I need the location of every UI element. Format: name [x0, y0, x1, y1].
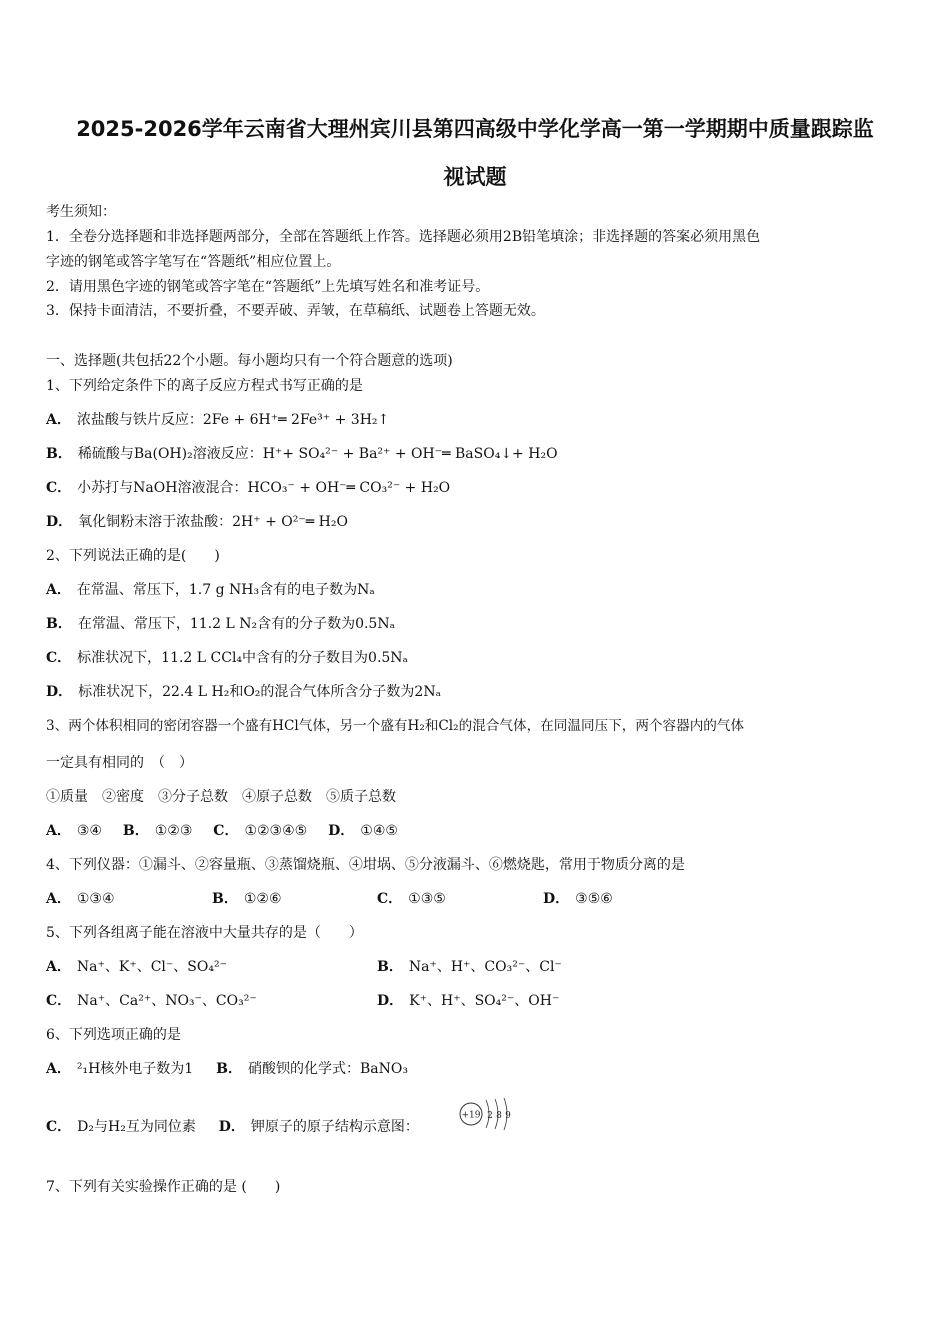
q3-option-b-text: ①②③ — [154, 823, 193, 839]
option-label: B． — [46, 616, 72, 632]
option-label: C． — [213, 823, 239, 839]
option-label: B． — [216, 1061, 242, 1077]
q4-option-d — [543, 890, 613, 908]
q5-option-b-text: Na⁺、H⁺、CO₃²⁻、Cl⁻ — [408, 959, 562, 975]
q4-option-b — [212, 890, 282, 908]
option-label: D． — [46, 514, 73, 530]
q6-option-c-text: D₂与H₂互为同位素 — [77, 1119, 196, 1135]
q4-option-c-text: ①③⑤ — [408, 891, 446, 907]
notice-item-2: 2．请用黑色字迹的钢笔或答字笔在“答题纸”上先填写姓名和准考证号。 — [46, 279, 490, 295]
option-label: C． — [46, 480, 72, 496]
q3-options — [46, 822, 398, 840]
notice-item-1b: 字迹的钢笔或答字笔写在“答题纸”相应位置上。 — [46, 254, 341, 270]
option-label: B． — [377, 959, 403, 975]
q5-option-a — [46, 958, 227, 976]
exam-title-line2: 视试题 — [443, 165, 507, 189]
q6-stem: 6、下列选项正确的是 — [46, 1027, 181, 1043]
q5-stem: 5、下列各组离子能在溶液中大量共存的是（ ） — [46, 925, 363, 941]
q1-option-c — [46, 479, 450, 497]
q2-option-a — [46, 581, 375, 599]
q3-option-a-text: ③④ — [76, 823, 102, 839]
q4-option-b-text: ①②⑥ — [243, 891, 282, 907]
q2-stem: 2、下列说法正确的是( ) — [46, 548, 220, 564]
q2-option-c-text: 标准状况下，11.2 L CCl₄中含有的分子数目为0.5Nₐ — [77, 650, 408, 666]
q1-option-b-text: 稀硫酸与Ba(OH)₂溶液反应：H⁺+ SO₄²⁻ + Ba²⁺ + OH⁻═ BaSO₄↓+ H₂O — [77, 446, 558, 462]
q2-option-b-text: 在常温、常压下，11.2 L N₂含有的分子数为0.5Nₐ — [77, 616, 395, 632]
option-label: A． — [46, 959, 71, 975]
q4-option-a-text: ①③④ — [76, 891, 115, 907]
q3-stem-a: 3、两个体积相同的密闭容器一个盛有HCl气体，另一个盛有H₂和Cl₂的混合气体，在同温同压下，两个容器内的气体 — [46, 718, 745, 734]
option-label: A． — [46, 823, 71, 839]
q2-option-d-text: 标准状况下，22.4 L H₂和O₂的混合气体所含分子数为2Nₐ — [78, 684, 441, 700]
notice-item-3: 3．保持卡面清洁，不要折叠，不要弄破、弄皱，在草稿纸、试题卷上答题无效。 — [46, 303, 545, 319]
option-label: D． — [46, 684, 73, 700]
q6-option-b-text: 硝酸钡的化学式：BaNO₃ — [247, 1061, 408, 1077]
q6-options-ab — [46, 1060, 408, 1078]
option-label: B． — [46, 446, 72, 462]
atomic-structure-diagram — [456, 1094, 518, 1134]
q1-option-c-text: 小苏打与NaOH溶液混合：HCO₃⁻ + OH⁻═ CO₃²⁻ + H₂O — [77, 480, 451, 496]
q2-option-a-text: 在常温、常压下，1.7 g NH₃含有的电子数为Nₐ — [76, 582, 375, 598]
q3-items: ①质量 ②密度 ③分子总数 ④原子总数 ⑤质子总数 — [46, 789, 396, 805]
q5-option-d — [377, 992, 559, 1010]
q3-stem-b: 一定具有相同的 （ ） — [46, 755, 193, 771]
shell-electron-count: 2 — [487, 1111, 493, 1121]
option-label: A． — [46, 582, 71, 598]
q5-option-c-text: Na⁺、Ca²⁺、NO₃⁻、CO₃²⁻ — [77, 993, 257, 1009]
option-label: B． — [212, 891, 238, 907]
q3-option-d-text: ①④⑤ — [360, 823, 398, 839]
q1-option-b — [46, 445, 558, 463]
exam-title-line1: 2025-2026学年云南省大理州宾川县第四高级中学化学高一第一学期期中质量跟踪监 — [76, 117, 874, 141]
option-label: C． — [46, 650, 72, 666]
q5-option-c — [46, 992, 257, 1010]
q6-option-a-text: ²₁H核外电子数为1 — [76, 1061, 194, 1077]
q4-option-a — [46, 890, 115, 908]
q2-option-b — [46, 615, 395, 633]
option-label: A． — [46, 891, 71, 907]
notice-item-1a: 1．全卷分选择题和非选择题两部分，全部在答题纸上作答。选择题必须用2B铅笔填涂；非选择题的答案必须用黑色 — [46, 229, 761, 245]
option-label: A． — [46, 1061, 71, 1077]
q1-option-a — [46, 411, 389, 429]
q5-option-d-text: K⁺、H⁺、SO₄²⁻、OH⁻ — [409, 993, 560, 1009]
shell-electron-count: 9 — [505, 1111, 511, 1121]
q6-options-cd — [46, 1118, 419, 1136]
option-label: C． — [46, 1119, 72, 1135]
q6-option-d-text: 钾原子的原子结构示意图： — [250, 1119, 419, 1135]
q1-option-d — [46, 513, 348, 531]
option-label: A． — [46, 412, 71, 428]
shell-electron-count: 8 — [496, 1111, 502, 1121]
q3-option-c-text: ①②③④⑤ — [244, 823, 308, 839]
q5-option-b — [377, 958, 562, 976]
q2-option-d — [46, 683, 441, 701]
q1-option-a-text: 浓盐酸与铁片反应：2Fe + 6H⁺═ 2Fe³⁺ + 3H₂↑ — [76, 412, 390, 428]
q4-stem: 4、下列仪器：①漏斗、②容量瓶、③蒸馏烧瓶、④坩埚、⑤分液漏斗、⑥燃烧匙，常用于物质分离的是 — [46, 857, 685, 873]
option-label: B． — [122, 823, 149, 839]
q1-option-d-text: 氧化铜粉末溶于浓盐酸：2H⁺ + O²⁻═ H₂O — [78, 514, 348, 530]
option-label: D． — [543, 891, 570, 907]
q7-stem: 7、下列有关实验操作正确的是 ( ) — [46, 1179, 281, 1195]
option-label: C． — [46, 993, 72, 1009]
option-label: D． — [218, 1119, 245, 1135]
q4-option-d-text: ③⑤⑥ — [575, 891, 613, 907]
q1-stem: 1、下列给定条件下的离子反应方程式书写正确的是 — [46, 378, 363, 394]
notice-heading: 考生须知： — [46, 204, 116, 220]
nucleus-label: +19 — [461, 1110, 481, 1121]
option-label: C． — [377, 891, 403, 907]
q5-option-a-text: Na⁺、K⁺、Cl⁻、SO₄²⁻ — [76, 959, 227, 975]
q4-option-c — [377, 890, 446, 908]
q2-option-c — [46, 649, 408, 667]
option-label: D． — [328, 823, 355, 839]
option-label: D． — [377, 993, 404, 1009]
section-heading: 一、选择题(共包括22个小题。每小题均只有一个符合题意的选项) — [46, 353, 453, 369]
